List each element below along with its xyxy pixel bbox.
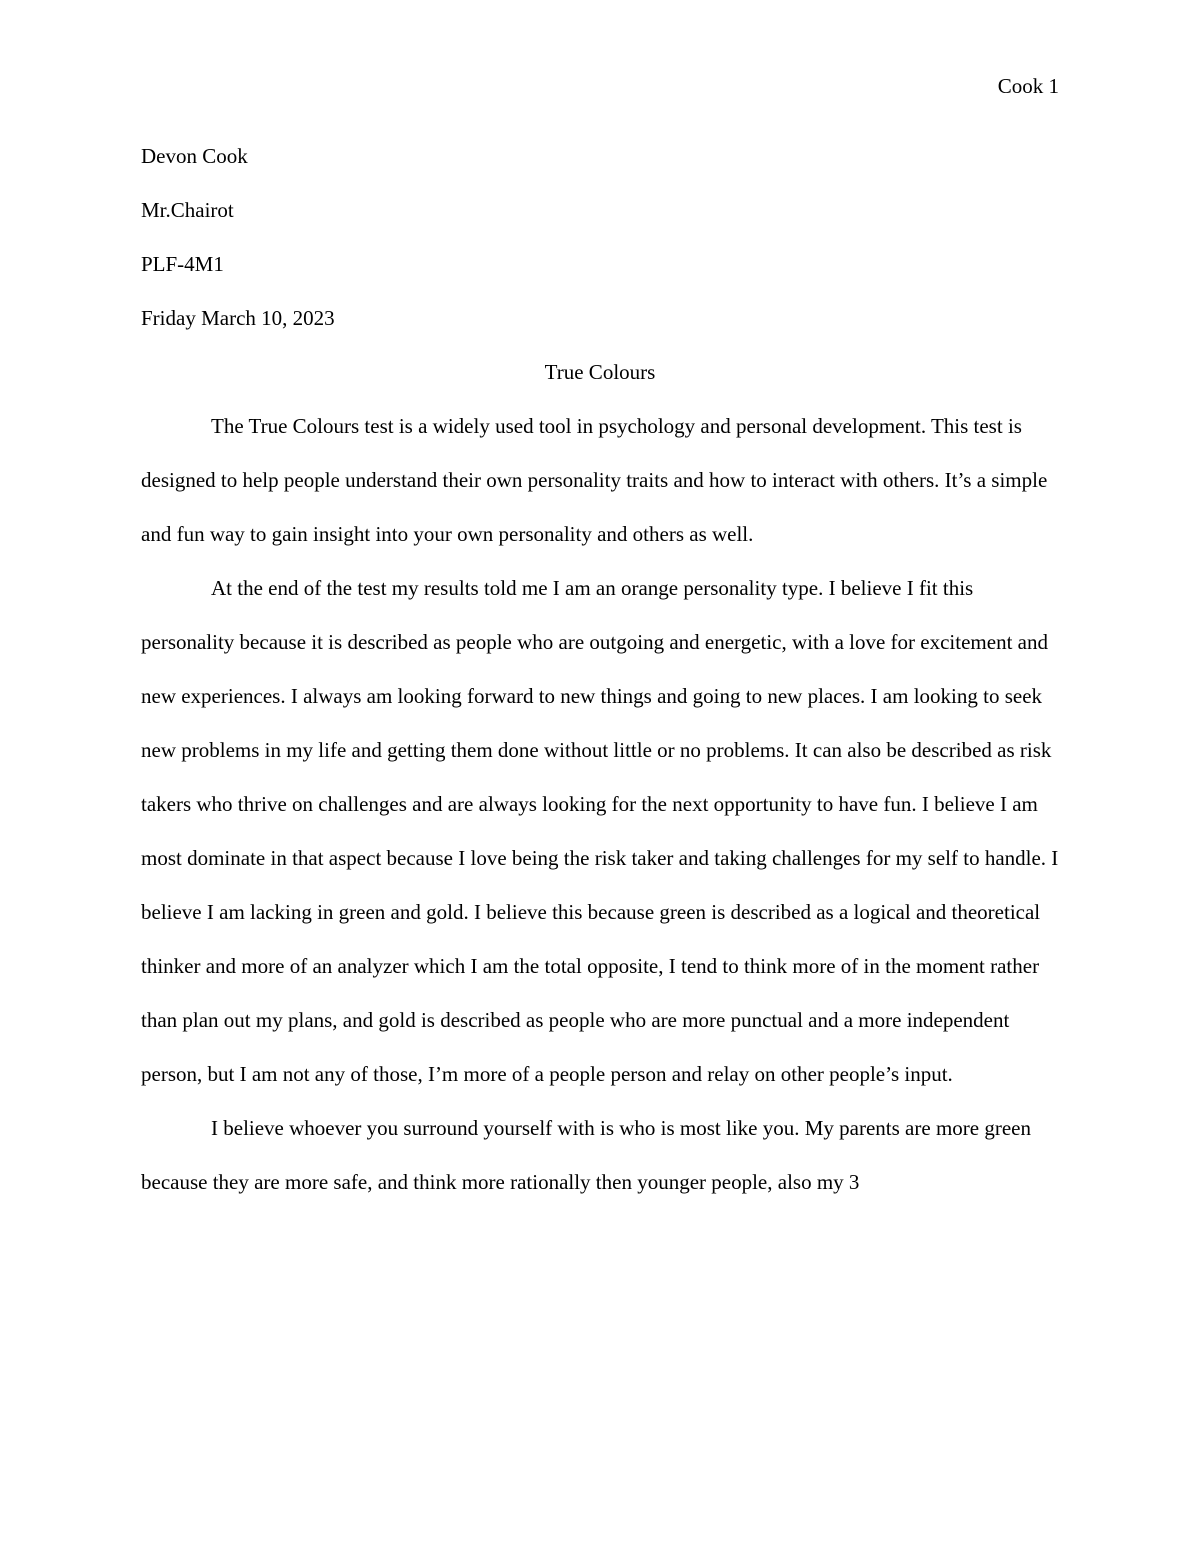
paragraph-family: I believe whoever you surround yourself with is who is most like you. My parents are more green because they are more safe, and think more rationally then younger people, also my 3 [141,1116,1031,1194]
paragraph-results: At the end of the test my results told me I am an orange personality type. I believe I fit this personality because it is described as people who are outgoing and energetic, with a love for excitement and new experiences. I always am looking forward to new things and going to new places. I am looking to seek new problems in my life and getting them done without little or no problems. It can also be described as risk takers who thrive on challenges and are always looking for the next opportunity to have fun. I believe I am most dominate in that aspect because I love being the risk taker and taking challenges for my self to handle. I believe I am lacking in green and gold. I believe this because green is described as a logical and theoretical thinker and more of an analyzer which I am the total opposite, I tend to think more of in the moment rather than plan out my plans, and gold is described as people who are more punctual and a more independent person, but I am not any of those, I’m more of a people person and relay on other people’s input. [141,576,1059,1086]
course-code: PLF-4M1 [141,252,224,276]
document-body [141,129,1059,1209]
paragraph-introduction: The True Colours test is a widely used tool in psychology and personal development. This test is designed to help people understand their own personality traits and how to interact with others. It’s a simple and fun way to gain insight into your own personality and others as well. [141,414,1048,546]
document-title: True Colours [544,360,656,384]
instructor-name: Mr.Chairot [141,198,234,222]
running-head: Cook 1 [997,74,1059,98]
author-name: Devon Cook [141,144,248,168]
document-date: Friday March 10, 2023 [141,306,335,330]
